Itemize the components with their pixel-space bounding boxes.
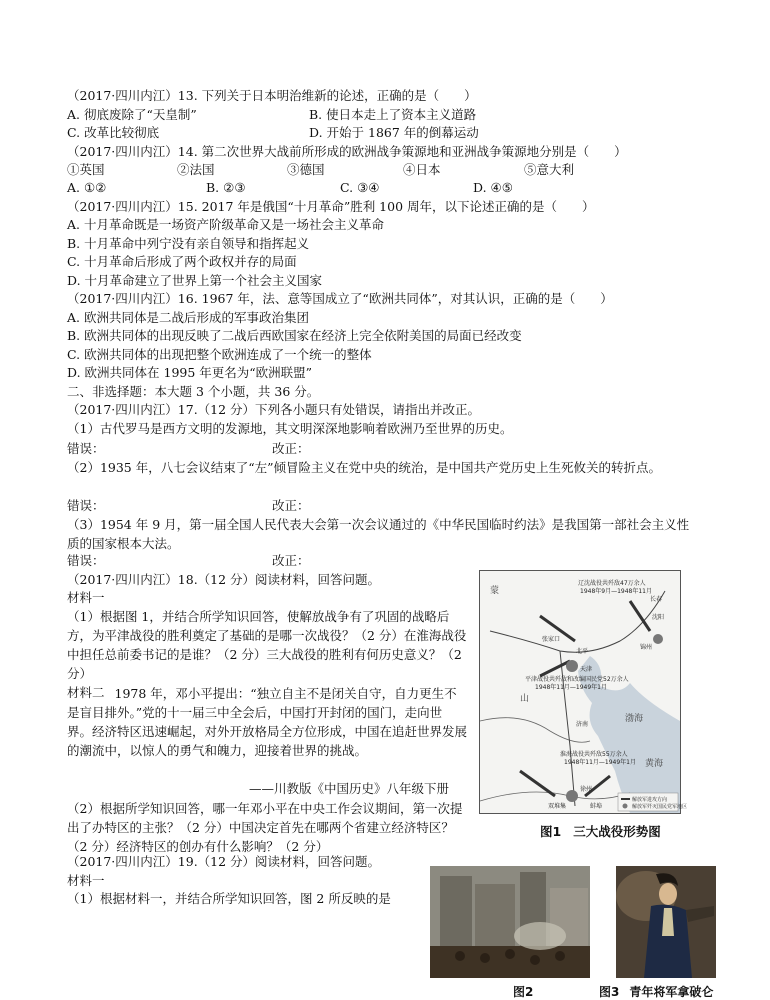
city-label: 沈阳 xyxy=(652,614,665,621)
q13-stem: （2017·四川内江）13. 下列关于日本明治维新的论述，正确的是（ ） xyxy=(67,88,477,103)
q16-option-b: B. 欧洲共同体的出现反映了二战后西欧国家在经济上完全依附美国的局面已经改变 xyxy=(67,328,522,343)
battle-area xyxy=(566,660,578,672)
q18-material2-source: ——川教版《中国历史》八年级下册 xyxy=(249,781,450,796)
railway-line xyxy=(490,591,665,652)
map-region-label: 蒙 xyxy=(490,586,500,596)
railway-line xyxy=(560,651,575,806)
bastille-painting-image xyxy=(430,866,590,978)
map-region-label: 山 xyxy=(520,694,530,704)
q17-fix-label: 改正： xyxy=(272,498,310,513)
figure1-number: 图1 xyxy=(540,824,562,839)
city-label: 济南 xyxy=(576,721,589,728)
q18-stem: （2017·四川内江）18.（12 分）阅读材料，回答问题。 xyxy=(67,572,381,587)
q18-material2-text: 1978 年，邓小平提出：“独立自主不是闭关自守，自力更生不是盲目排外。”党的十一届三中全会后，中国打开封闭的国门，走向世界。经济特区迅速崛起，对外开放格局全方位形成，中国在追赶世界发展的潮流中，以惊人的勇气和魄力，迎接着世界的挑战。 xyxy=(67,686,468,758)
river-line xyxy=(480,792,630,801)
q17-wrong-label: 错误： xyxy=(67,498,105,513)
figure3-title: 青年将军拿破仑 xyxy=(629,985,714,999)
city-label: 北平 xyxy=(576,648,589,655)
q14-item: ③德国 xyxy=(287,162,325,177)
q16-option-d: D. 欧洲共同体在 1995 年更名为“欧洲联盟” xyxy=(67,365,313,380)
pingjin-date: 1948年11月—1949年1月 xyxy=(535,684,607,691)
q18-material1-title: 材料一 xyxy=(67,590,105,605)
city-label: 长春 xyxy=(650,596,663,603)
q15-option-d: D. 十月革命建立了世界上第一个社会主义国家 xyxy=(67,273,323,288)
q14-option-c: C. ③④ xyxy=(340,180,380,195)
q17-wrong-label: 错误： xyxy=(67,441,105,456)
battle-area xyxy=(653,634,663,644)
q15-option-c: C. 十月革命后形成了两个政权并存的局面 xyxy=(67,254,297,269)
legend-area-icon xyxy=(623,804,628,809)
figure1-title: 三大战役形势图 xyxy=(573,824,661,839)
q15-option-a: A. 十月革命既是一场资产阶级革命又是一场社会主义革命 xyxy=(67,217,384,232)
sea-label: 渤海 xyxy=(625,714,644,724)
q19-stem: （2017·四川内江）19.（12 分）阅读材料，回答问题。 xyxy=(67,854,381,869)
pingjin-label: 平津战役共歼敌和改编国民党52万余人 xyxy=(525,676,629,683)
city-label: 张家口 xyxy=(542,636,561,643)
q15-stem: （2017·四川内江）15. 2017 年是俄国“十月革命”胜利 100 周年，以下论述正确的是（ ） xyxy=(67,199,595,214)
q14-item: ④日本 xyxy=(403,162,441,177)
q13-option-b: B. 使日本走上了资本主义道路 xyxy=(309,107,477,122)
figure3-number: 图3 xyxy=(599,985,620,999)
q15-option-b: B. 十月革命中列宁没有亲自领导和指挥起义 xyxy=(67,236,310,251)
q14-stem: （2017·四川内江）14. 第二次世界大战前所形成的欧洲战争策源地和亚洲战争策源地分别是（ ） xyxy=(67,144,627,159)
attack-arrow xyxy=(540,661,570,676)
sea-label: 黄海 xyxy=(645,759,664,769)
city-label: 锦州 xyxy=(640,644,653,651)
q16-stem: （2017·四川内江）16. 1967 年，法、意等国成立了“欧洲共同体”，对其认识，正确的是（ ） xyxy=(67,291,613,306)
q19-material1-title: 材料一 xyxy=(67,873,105,888)
map-graphic xyxy=(480,571,688,813)
q16-option-a: A. 欧洲共同体是二战后形成的军事政治集团 xyxy=(67,310,309,325)
q14-option-a: A. ①② xyxy=(67,180,107,195)
q18-part2: （2）根据所学知识回答，哪一年邓小平在中央工作会议期间，第一次提出了办特区的主张？（2 分）中国决定首先在哪两个省建立经济特区？（2 分）经济特区的创办有什么影响？（2 分） xyxy=(67,801,463,854)
huaihai-date: 1948年11月—1949年1月 xyxy=(564,759,636,766)
figure3-painting xyxy=(616,866,716,978)
attack-arrow xyxy=(630,601,650,631)
q17-part2: （2）1935 年，八七会议结束了“左”倾冒险主义在党中央的统治，是中国共产党历史上生死攸关的转折点。 xyxy=(67,460,662,475)
q17-part3: （3）1954 年 9 月，第一届全国人民代表大会第一次会议通过的《中华民国临时约法》是我国第一部社会主义性质的国家根本大法。 xyxy=(67,517,690,551)
q17-wrong-label: 错误： xyxy=(67,553,105,568)
three-campaigns-map xyxy=(479,570,688,814)
huaihai-label: 淮海战役共歼敌55万余人 xyxy=(560,751,628,758)
figure3-caption xyxy=(599,983,723,1000)
figure1-caption xyxy=(540,822,673,840)
q14-item: ⑤意大利 xyxy=(524,162,575,177)
q14-option-b: B. ②③ xyxy=(206,180,246,195)
q13-option-a: A. 彻底废除了“天皇制” xyxy=(67,107,197,122)
q18-part1: （1）根据图 1，并结合所学知识回答，使解放战争有了巩固的战略后方，为平津战役的胜利奠定了基础的是哪一次战役？（2 分）在淮海战役中担任总前委书记的是谁？（2 分）三大战役的胜利有何历史意义？（2 分） xyxy=(67,609,467,681)
section2-heading: 二、非选择题：本大题 3 个小题，共 36 分。 xyxy=(67,384,320,399)
q17-part1: （1）古代罗马是西方文明的发源地，其文明深深地影响着欧洲乃至世界的历史。 xyxy=(67,421,513,436)
q14-item: ①英国 xyxy=(67,162,105,177)
legend-label: 解放军歼灭国民党军地区 xyxy=(632,804,688,810)
q14-option-d: D. ④⑤ xyxy=(473,180,513,195)
city-label: 徐州 xyxy=(580,786,593,793)
q13-option-c: C. 改革比较彻底 xyxy=(67,125,160,140)
figure2-caption: 图2 xyxy=(513,985,534,999)
city-label: 天津 xyxy=(580,666,593,673)
river-line xyxy=(480,718,590,743)
q16-option-c: C. 欧洲共同体的出现把整个欧洲连成了一个统一的整体 xyxy=(67,347,372,362)
liaoshen-date: 1948年9月—1948年11月 xyxy=(580,588,652,595)
figure2-painting xyxy=(430,866,590,978)
napoleon-painting-image xyxy=(616,866,716,978)
q17-fix-label: 改正： xyxy=(272,553,310,568)
q18-material2-title: 材料二 xyxy=(67,685,105,700)
city-label: 蚌埠 xyxy=(590,803,603,810)
q17-fix-label: 改正： xyxy=(272,441,310,456)
city-label: 双堆集 xyxy=(548,803,567,810)
legend-label: 解放军进攻方向 xyxy=(632,797,668,803)
battle-area xyxy=(566,790,578,802)
q19-part1: （1）根据材料一，并结合所学知识回答，图 2 所反映的是 xyxy=(67,891,391,906)
liaoshen-label: 辽沈战役共歼敌47万余人 xyxy=(578,580,646,587)
q14-item: ②法国 xyxy=(177,162,215,177)
q17-stem: （2017·四川内江）17.（12 分）下列各小题只有处错误，请指出并改正。 xyxy=(67,402,481,417)
q13-option-d: D. 开始于 1867 年的倒幕运动 xyxy=(309,125,479,140)
